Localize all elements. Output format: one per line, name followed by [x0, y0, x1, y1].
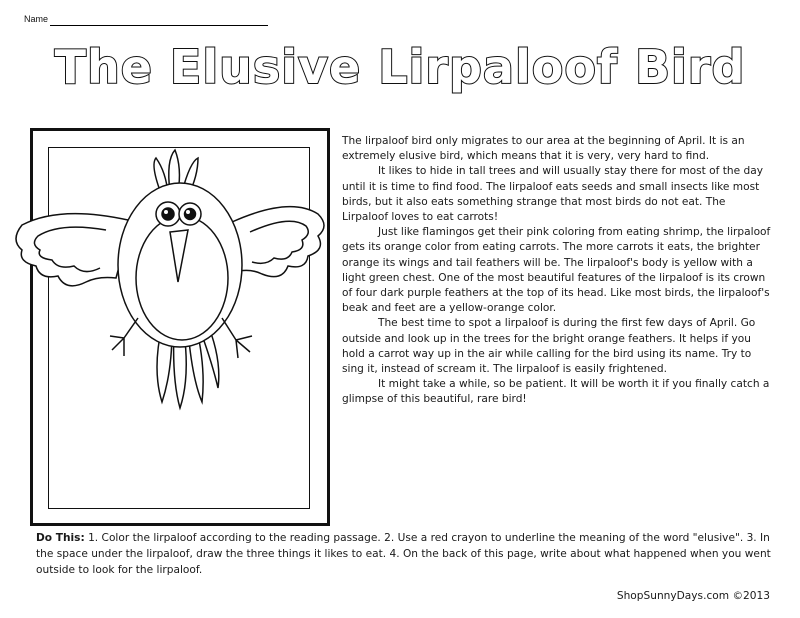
directions [36, 530, 776, 578]
reading-passage [342, 134, 772, 408]
right-foot [222, 318, 252, 358]
left-wing [16, 214, 128, 286]
passage-paragraph-5: It might take a while, so be patient. It will be worth it if you finally catch a glimpse of this beautiful, rare bird! [342, 378, 770, 406]
directions-label: Do This: [36, 532, 85, 544]
left-foot [110, 318, 138, 356]
name-label: Name [24, 14, 49, 24]
directions-text: 1. Color the lirpaloof according to the reading passage. 2. Use a red crayon to underline the meaning of the word "elusive". 3. In the space under the lirpaloof, draw the three things it likes to eat. 4. On the back of this page, write about what happened when you went outside to look for the lirpaloof. [36, 532, 771, 576]
passage-paragraph-4: The best time to spot a lirpaloof is during the first few days of April. Go outside and look up in the trees for the bright orange feathers. It helps if you hold a carrot way up in the air while calling for the bird using its name. Try to sing it, instead of scream it. The lirpaloof is easily frightened. [342, 317, 756, 376]
page-title: The Elusive Lirpaloof Bird [54, 40, 746, 94]
passage-paragraph-2: It likes to hide in tall trees and will usually stay there for most of the day until it is time to find food. The lirpaloof eats seeds and small insects like most birds, but it also eats something strange that most birds do not eat. The Lirpaloof loves to eat carrots! [342, 165, 763, 224]
right-wing [232, 207, 324, 277]
copyright-credit: ShopSunnyDays.com ©2013 [616, 590, 770, 602]
passage-paragraph-1: The lirpaloof bird only migrates to our area at the beginning of April. It is an extremely elusive bird, which means that it is very, very hard to find. [342, 135, 745, 163]
passage-paragraph-3: Just like flamingos get their pink coloring from eating shrimp, the lirpaloof gets its orange color from eating carrots. The more carrots it eats, the brighter orange its wings and tail feathers will be. The lirpaloof's body is yellow with a light green chest. One of the most beautiful features of the lirpaloof is its crown of four dark purple feathers at the top of its head. Like most birds, the lirpaloof's beak and feet are a yellow-orange color. [342, 226, 771, 315]
